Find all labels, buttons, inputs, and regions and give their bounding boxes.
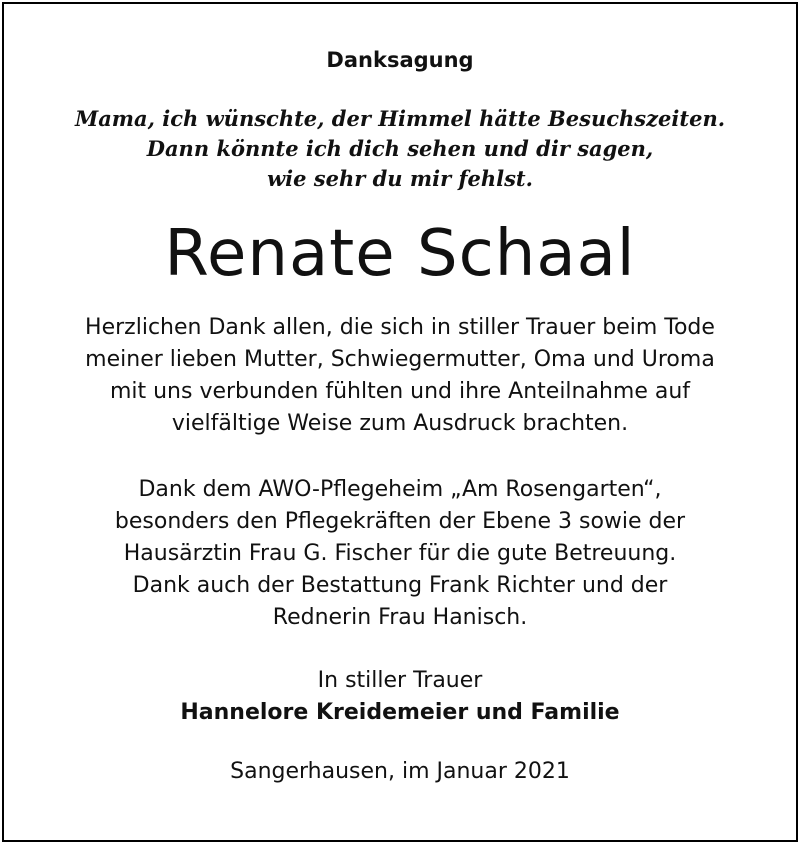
- paragraph-line: Hausärztin Frau G. Fischer für die gute Betreuung.: [123, 541, 677, 566]
- paragraph-line: meiner lieben Mutter, Schwiegermutter, Oma und Uroma: [85, 347, 715, 372]
- mourning-phrase: In stiller Trauer: [317, 668, 483, 693]
- quote-line: Mama, ich wünschte, der Himmel hätte Besuchszeiten.: [74, 106, 726, 131]
- memorial-quote: [0, 104, 800, 194]
- paragraph-line: vielfältige Weise zum Ausdruck brachten.: [171, 411, 629, 436]
- paragraph-line: Herzlichen Dank allen, die sich in stiller Trauer beim Tode: [85, 315, 715, 340]
- paragraph-line: besonders den Pflegekräften der Ebene 3 sowie der: [114, 509, 686, 534]
- quote-line: wie sehr du mir fehlst.: [267, 166, 533, 191]
- paragraph-line: mit uns verbunden fühlten und ihre Anteilnahme auf: [109, 379, 691, 404]
- paragraph-line: Dank dem AWO-Pflegeheim „Am Rosengarten“,: [138, 477, 662, 502]
- paragraph-line: Rednerin Frau Hanisch.: [272, 605, 528, 630]
- paragraph-line: Dank auch der Bestattung Frank Richter und der: [132, 573, 668, 598]
- place-date: Sangerhausen, im Januar 2021: [230, 759, 570, 784]
- care-thanks-paragraph: [0, 474, 800, 634]
- quote-line: Dann könnte ich dich sehen und dir sagen,: [146, 136, 654, 161]
- thanks-paragraph: [0, 312, 800, 440]
- notice-heading: Danksagung: [326, 48, 474, 72]
- deceased-name: Renate Schaal: [164, 217, 636, 291]
- family-signature: Hannelore Kreidemeier und Familie: [180, 700, 620, 725]
